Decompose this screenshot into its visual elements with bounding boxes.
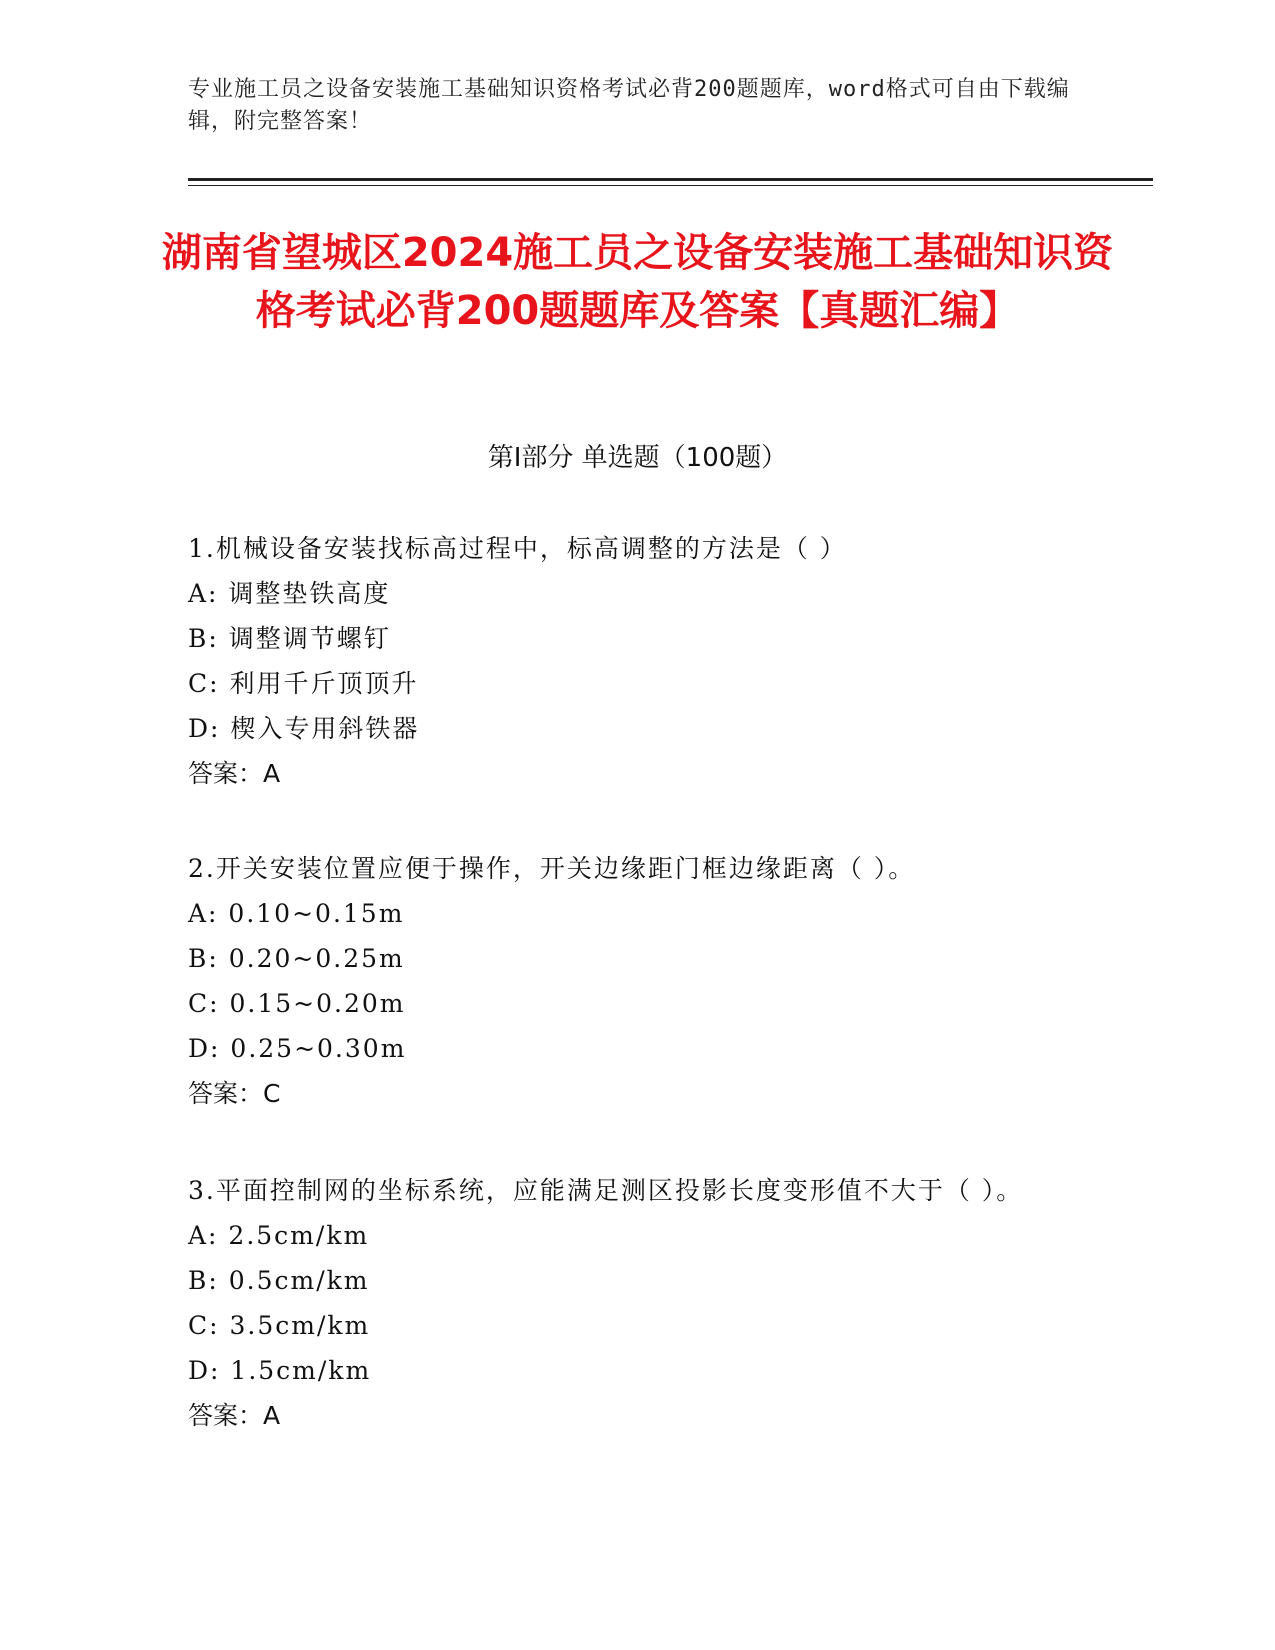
option-d: D: 1.5cm/km xyxy=(188,1356,372,1385)
question-stem: 3.平面控制网的坐标系统，应能满足测区投影长度变形值不大于（ ）。 xyxy=(188,1176,1024,1205)
answer: 答案：C xyxy=(188,1079,281,1108)
option-b: B: 0.5cm/km xyxy=(188,1266,370,1295)
option-c: C: 利用千斤顶顶升 xyxy=(188,669,419,698)
header-note: 专业施工员之设备安装施工基础知识资格考试必背200题题库，word格式可自由下载编辑，附完整答案！ xyxy=(188,77,1070,134)
option-a: A: 调整垫铁高度 xyxy=(188,579,391,608)
question-3 xyxy=(188,1168,1088,1438)
question-1 xyxy=(188,526,1088,796)
section-title: 第I部分 单选题（100题） xyxy=(487,443,788,473)
option-d: D: 0.25~0.30m xyxy=(188,1034,407,1063)
option-b: B: 调整调节螺钉 xyxy=(188,624,391,653)
answer: 答案：A xyxy=(188,759,281,788)
option-b: B: 0.20~0.25m xyxy=(188,944,405,973)
option-a: A: 2.5cm/km xyxy=(188,1221,370,1250)
option-c: C: 0.15~0.20m xyxy=(188,989,406,1018)
question-2 xyxy=(188,846,1088,1116)
question-stem: 2.开关安装位置应便于操作，开关边缘距门框边缘距离（ ）。 xyxy=(188,854,916,883)
option-c: C: 3.5cm/km xyxy=(188,1311,371,1340)
answer: 答案：A xyxy=(188,1401,281,1430)
question-stem: 1.机械设备安装找标高过程中，标高调整的方法是（ ） xyxy=(188,534,847,563)
document-title: 湖南省望城区2024施工员之设备安装施工基础知识资格考试必背200题题库及答案【真题汇编】 xyxy=(161,230,1114,334)
header-divider-thin xyxy=(188,185,1153,186)
header-divider-thick xyxy=(188,178,1153,181)
option-a: A: 0.10~0.15m xyxy=(188,899,405,928)
option-d: D: 楔入专用斜铁器 xyxy=(188,714,420,743)
